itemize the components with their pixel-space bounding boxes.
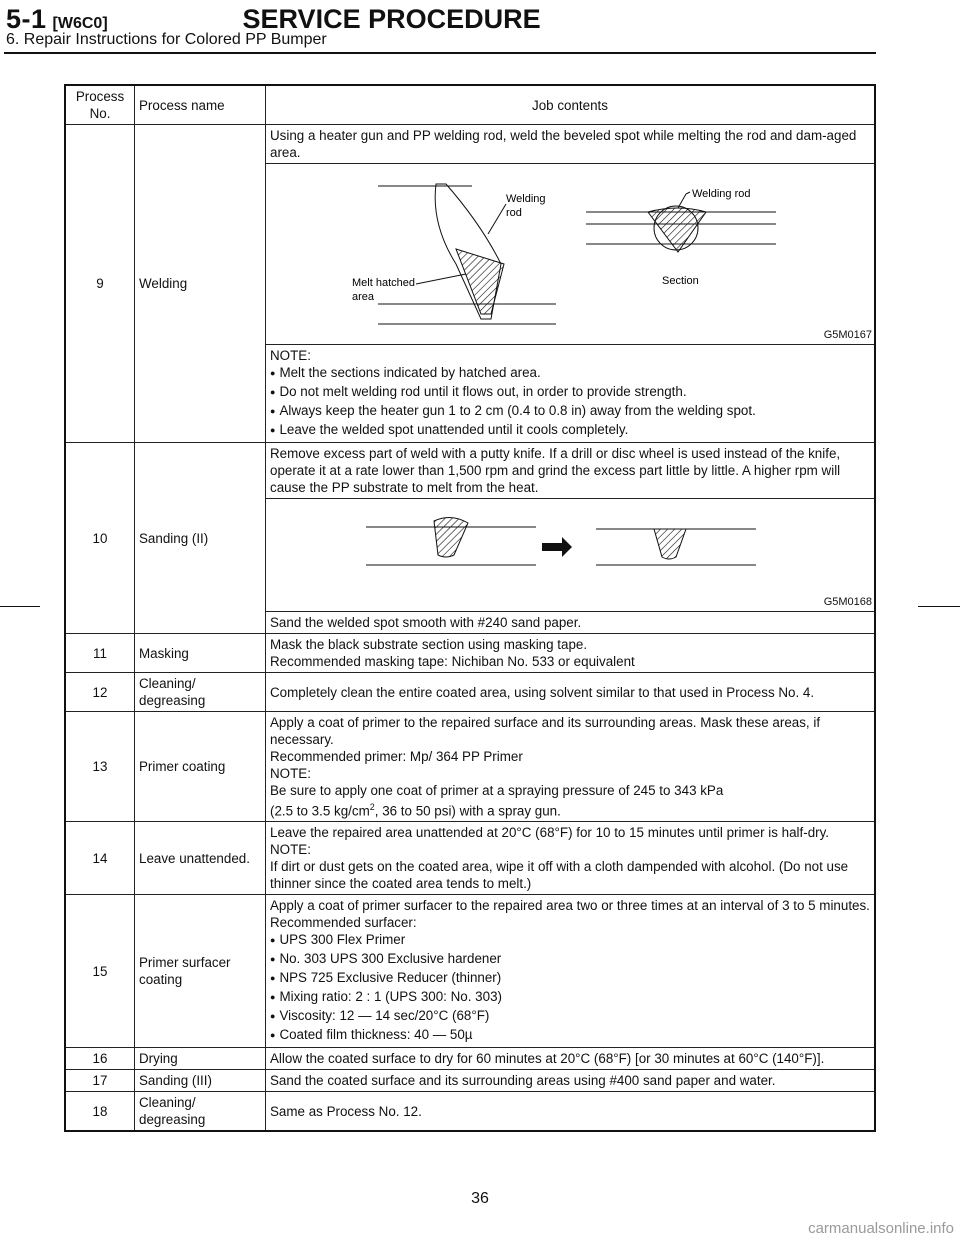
table-row [65,443,875,499]
notes-cell [266,345,876,443]
note-list [270,364,870,440]
table-row [65,634,875,673]
section-number: 5-1 [6,4,47,34]
job-line [270,799,870,819]
process-no: 16 [65,1048,135,1070]
job-line: Recommended surfacer: [270,915,417,931]
table-row [65,822,875,895]
sanding-figure [266,499,874,611]
welding-diagram [266,164,872,344]
table-row [65,1048,875,1070]
table-row [65,895,875,1048]
section-code: [W6C0] [52,15,108,32]
label-welding-rod-2: rod [506,207,522,219]
process-no: 14 [65,822,135,895]
table-header-row [65,85,875,125]
job-line: Apply a coat of primer surfacer to the repaired area two or three times at an interval of 3 to 5 minutes. [270,898,870,914]
process-no: 17 [65,1070,135,1092]
arrow-icon [542,537,572,557]
process-name: Welding [135,125,266,443]
job-contents [266,895,876,1048]
figure-id: G5M0167 [823,329,872,341]
job-line: Be sure to apply one coat of primer at a spraying pressure of 245 to 343 kPa [270,783,724,798]
job-line: Recommended masking tape: Nichiban No. 533 or equivalent [270,654,635,669]
table-row [65,673,875,712]
figure-id: G5M0168 [823,596,872,608]
surfacer-list [270,931,870,1045]
process-name: Primer coating [135,712,266,822]
process-name: Cleaning/ degreasing [135,673,266,712]
process-name: Drying [135,1048,266,1070]
header-process-no: Process No. [65,85,135,125]
label-section: Section [662,275,699,287]
left-margin-mark [0,606,40,607]
watermark: carmanualsonline.info [808,1220,954,1237]
sanding-diagram [266,499,872,611]
section-subtitle: 6. Repair Instructions for Colored PP Bumper [6,31,327,48]
process-name: Masking [135,634,266,673]
list-item: ● Viscosity: 12 — 14 sec/20°C (68°F) [270,1007,870,1026]
right-margin-mark [918,606,960,607]
job-contents: Using a heater gun and PP welding rod, weld the beveled spot while melting the rod and dam-aged area. [266,125,876,164]
table-row [65,125,875,164]
label-welding-rod-1: Welding [506,193,546,205]
list-item: ● UPS 300 Flex Primer [270,931,870,950]
process-no: 9 [65,125,135,443]
label-melt-2: area [352,291,375,303]
job-line: Mask the black substrate section using masking tape. [270,637,588,652]
note-item: ● Do not melt welding rod until it flows out, in order to provide strength. [270,383,870,402]
list-item: ● NPS 725 Exclusive Reducer (thinner) [270,969,870,988]
note-item: ● Leave the welded spot unattended until it cools completely. [270,421,870,440]
job-contents [266,822,876,895]
job-contents [266,634,876,673]
job-contents: Sand the coated surface and its surrounding areas using #400 sand paper and water. [266,1070,876,1092]
figure-cell [266,164,876,345]
job-contents: Allow the coated surface to dry for 60 minutes at 20°C (68°F) [or 30 minutes at 60°C (140°F)]. [266,1048,876,1070]
list-item: ● Mixing ratio: 2 : 1 (UPS 300: No. 303) [270,988,870,1007]
list-item: ● No. 303 UPS 300 Exclusive hardener [270,950,870,969]
job-line-part: , 36 to 50 psi) with a spray gun. [374,803,561,819]
job-line: NOTE: [270,842,311,858]
process-no: 11 [65,634,135,673]
table-row [65,1092,875,1132]
process-table [64,84,876,1132]
table-row [65,1070,875,1092]
header-process-name: Process name [135,85,266,125]
job-line: Apply a coat of primer to the repaired surface and its surrounding areas. Mask these areas, if necessary. [270,715,821,747]
note-title: NOTE: [270,348,311,363]
page-header [6,4,541,32]
job-line: Leave the repaired area unattended at 20°C (68°F) for 10 to 15 minutes until primer is half-dry. [270,825,830,841]
job-contents: Same as Process No. 12. [266,1092,876,1132]
process-no: 12 [65,673,135,712]
process-name: Sanding (III) [135,1070,266,1092]
note-item: ● Always keep the heater gun 1 to 2 cm (0.4 to 0.8 in) away from the welding spot. [270,402,870,421]
process-name: Cleaning/ degreasing [135,1092,266,1132]
job-line: If dirt or dust gets on the coated area, wipe it off with a cloth dampended with alcohol. (Do not use thinner since the coated area tends to melt.) [270,859,849,892]
header-rule [4,52,876,54]
page-number: 36 [471,1190,489,1207]
job-line-part: (2.5 to 3.5 kg/cm [270,803,370,819]
list-item: ● Coated film thickness: 40 — 50µ [270,1026,870,1045]
job-contents: Sand the welded spot smooth with #240 sand paper. [266,612,876,634]
figure-cell [266,499,876,612]
header-job-contents: Job contents [266,85,876,125]
job-contents: Remove excess part of weld with a putty knife. If a drill or disc wheel is used instead of the knife, operate it at a rate lower than 1,500 rpm and grind the excess part little by little. A higher rpm will cause the PP substrate to melt from the heat. [266,443,876,499]
process-no: 13 [65,712,135,822]
process-name: Primer surfacer coating [135,895,266,1048]
table-row [65,712,875,822]
superscript: 2 [369,802,375,812]
job-contents [266,712,876,822]
job-line: Recommended primer: Mp/ 364 PP Primer [270,749,523,764]
process-no: 15 [65,895,135,1048]
job-contents: Completely clean the entire coated area, using solvent similar to that used in Process No. 4. [266,673,876,712]
label-melt-1: Melt hatched [352,277,415,289]
process-no: 18 [65,1092,135,1132]
label-welding-rod-section: Welding rod [692,188,751,200]
process-name: Sanding (II) [135,443,266,634]
welding-figure [266,164,874,344]
section-title: SERVICE PROCEDURE [242,4,541,34]
process-name: Leave unattended. [135,822,266,895]
process-no: 10 [65,443,135,634]
job-line: NOTE: [270,766,311,781]
note-item: ● Melt the sections indicated by hatched area. [270,364,870,383]
